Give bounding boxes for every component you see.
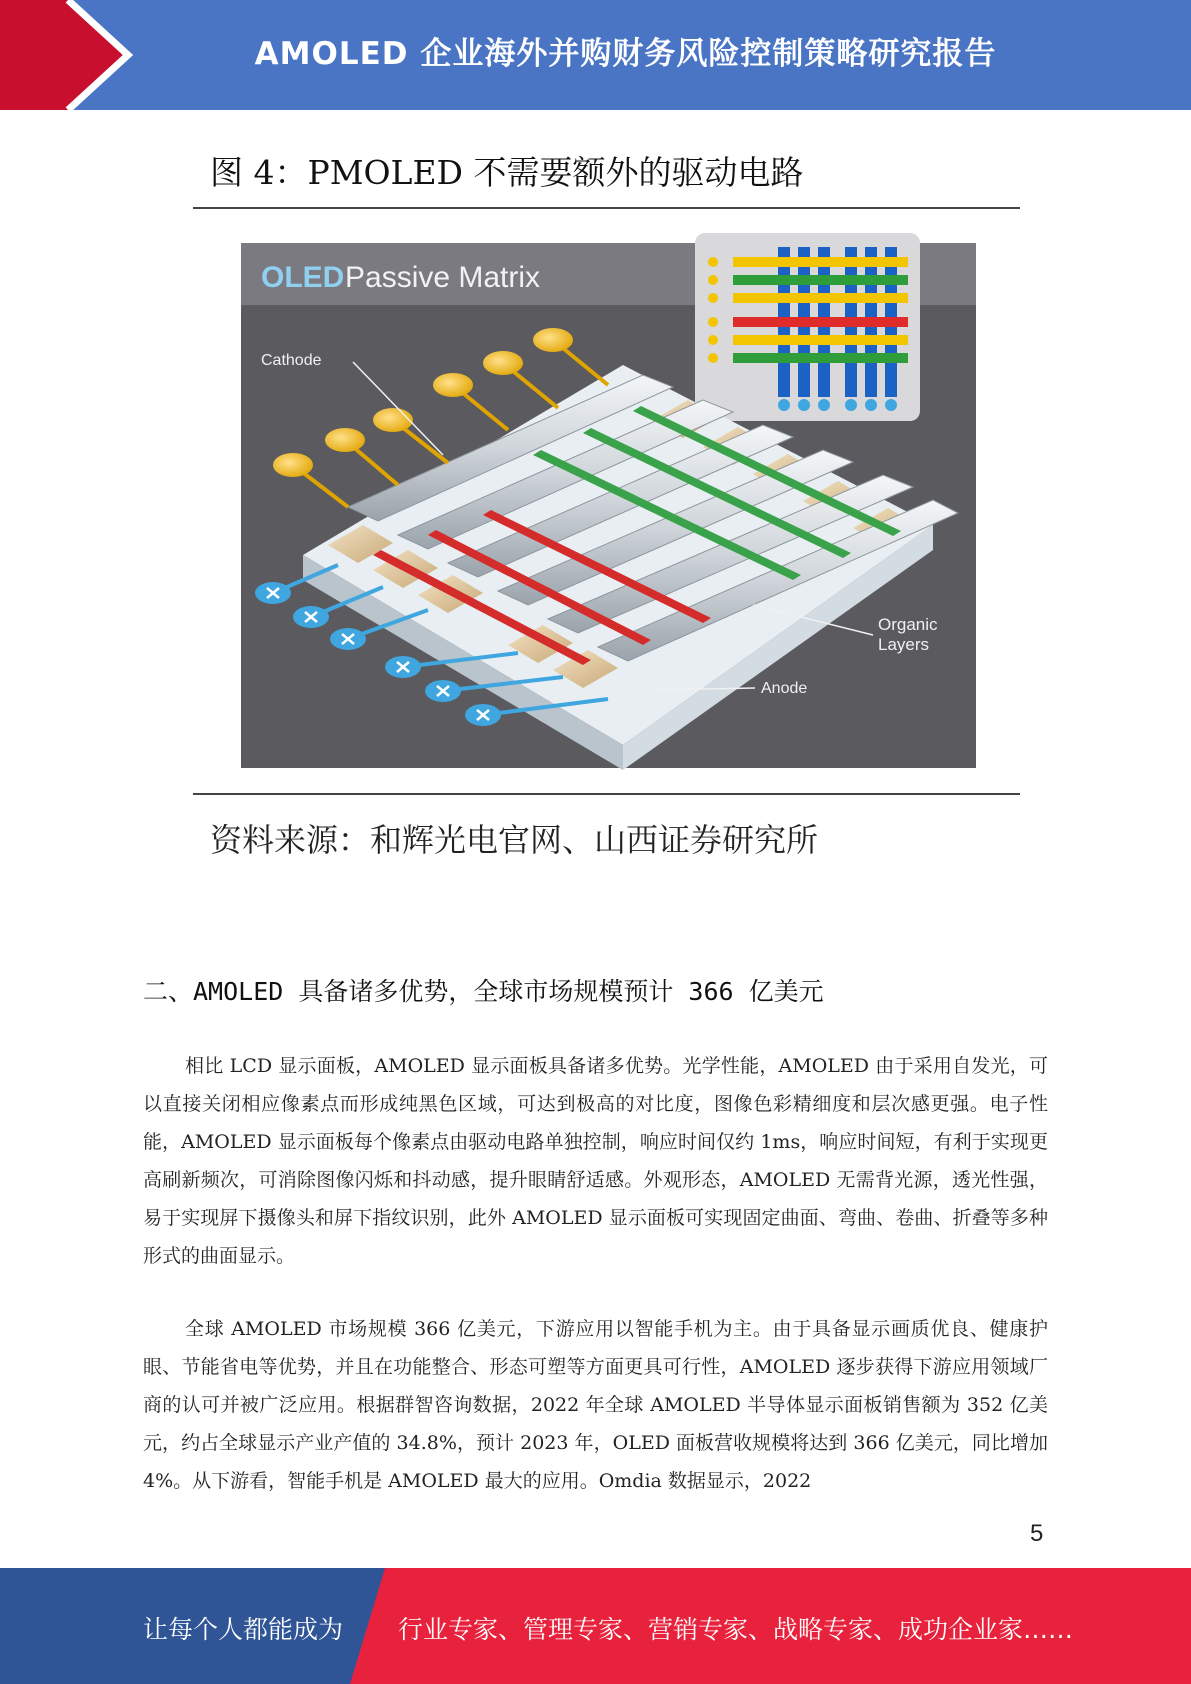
body-paragraph-1: 相比 LCD 显示面板，AMOLED 显示面板具备诸多优势。光学性能，AMOLED 由于采用自发光，可以直接关闭相应像素点而形成纯黑色区域，可达到极高的对比度，图像色彩精细度和层次感更强。电子性能，AMOLED 显示面板每个像素点由驱动电路单独控制，响应时间仅约 1ms，响应时间短，有利于实现更高刷新频次，可消除图像闪烁和抖动感，提升眼睛舒适感。外观形态，AMOLED 无需背光源，透光性强，易于实现屏下摄像头和屏下指纹识别，此外 AMOLED 显示面板可实现固定曲面、弯曲、卷曲、折叠等多种形式的曲面显示。 — [143, 1055, 1048, 1267]
page-footer — [0, 1568, 1191, 1684]
pmoled-diagram — [233, 225, 980, 775]
label-anode: Anode — [761, 680, 808, 697]
body-paragraph-2: 全球 AMOLED 市场规模 366 亿美元，下游应用以智能手机为主。由于具备显示画质优良、健康护眼、节能省电等优势，并且在功能整合、形态可塑等方面更具可行性，AMOLED 逐步获得下游应用领域厂商的认可并被广泛应用。根据群智咨询数据，2022 年全球 AMOLED 半导体显示面板销售额为 352 亿美元，约占全球显示产业产值的 34.8%，预计 2023 年，OLED 面板营收规模将达到 366 亿美元，同比增加 4%。从下游看，智能手机是 AMOLED 最大的应用。Omdia 数据显示，2022 — [143, 1318, 1048, 1492]
label-organic-line2: Layers — [878, 635, 930, 654]
label-organic-line1: Organic — [878, 615, 938, 634]
figure-bottom-rule — [193, 793, 1020, 795]
matrix-inset — [695, 233, 920, 421]
footer-slogan-right: 行业专家、管理专家、营销专家、战略专家、成功企业家…… — [398, 1615, 1074, 1644]
figure-4 — [140, 135, 1050, 865]
page-header — [0, 0, 1191, 110]
diagram-heading-oled: OLED — [261, 261, 345, 294]
figure-source: 资料来源：和辉光电官网、山西证券研究所 — [210, 821, 819, 859]
figure-title: 图 4：PMOLED 不需要额外的驱动电路 — [210, 153, 804, 192]
page-number: 5 — [1030, 1520, 1044, 1547]
section-heading: 二、AMOLED 具备诸多优势，全球市场规模预计 366 亿美元 — [143, 977, 824, 1006]
report-title: AMOLED 企业海外并购财务风险控制策略研究报告 — [254, 36, 997, 72]
label-cathode: Cathode — [261, 352, 322, 369]
footer-slogan-left: 让每个人都能成为 — [143, 1615, 344, 1644]
diagram-heading-passive-matrix: Passive Matrix — [345, 261, 541, 294]
figure-top-rule — [193, 207, 1020, 209]
